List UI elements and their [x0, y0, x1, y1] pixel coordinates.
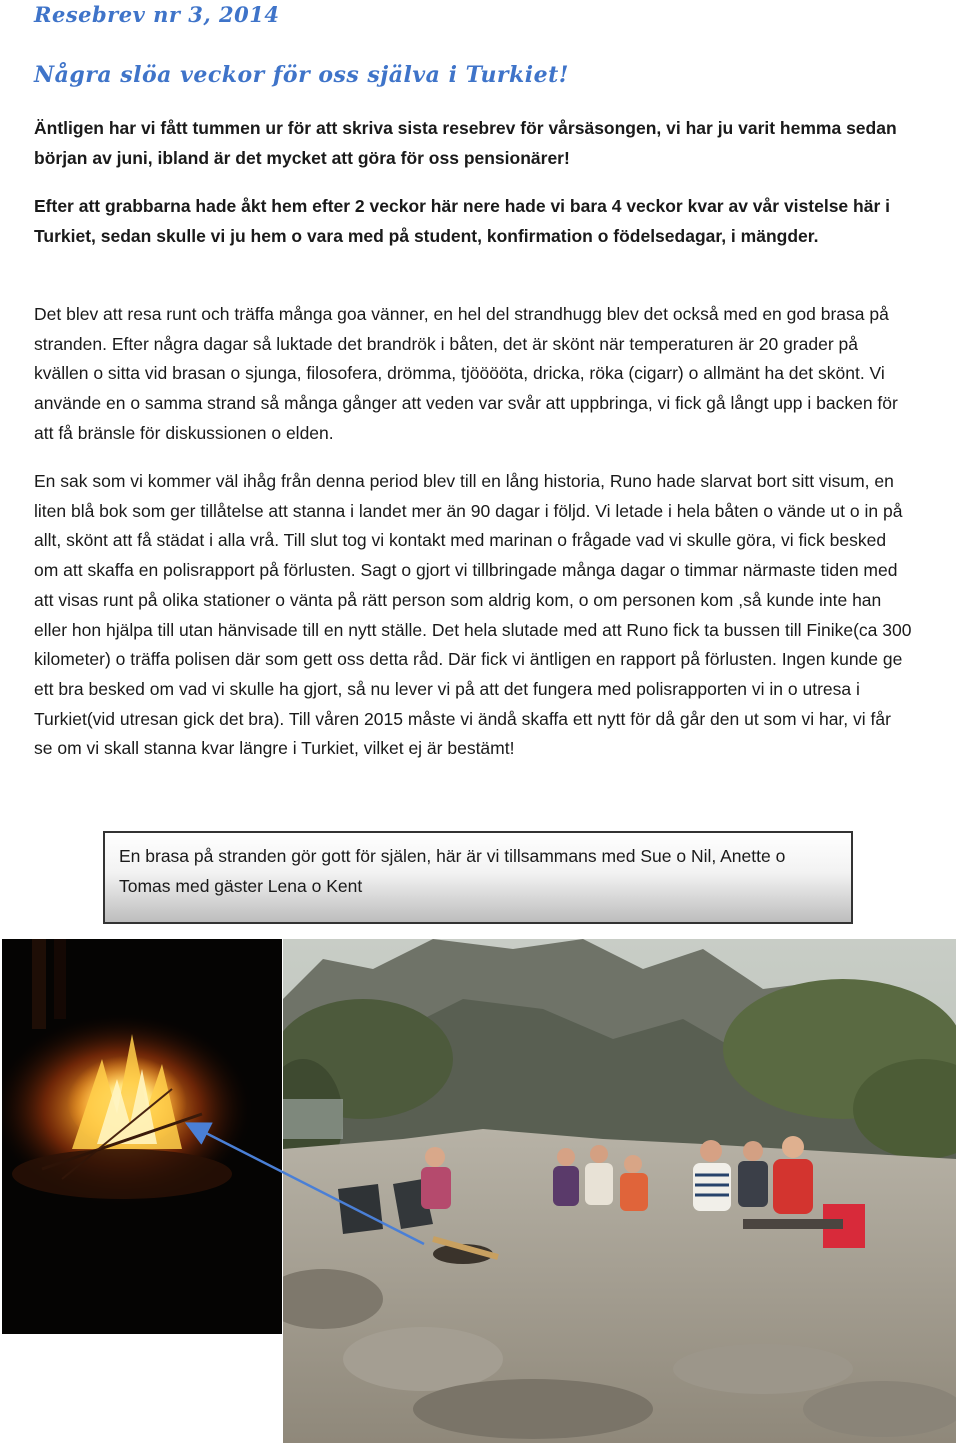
letter-title: Resebrev nr 3, 2014: [34, 2, 280, 27]
paragraph-visum: En sak som vi kommer väl ihåg från denna period blev till en lång historia, Runo hade slarvat bort sitt visum, en liten blå bok som ger tillåtelse att stanna i landet mer än 90 dagar i följd. Vi letade i hela båten o vände ut o in på allt, skönt att få städat i alla vrå. Till slut tog vi kontakt med marinan o frågade vad vi skulle göra, vi fick besked om att skaffa en polisrapport på förlusten. Sagt o gjort vi tillbringade många dagar o timmar närmaste tiden med att visas runt på olika stationer o vänta på rätt person som aldrig kom, o om personen kom ,så kunde inte han eller hon hjälpa till utan hänvisade till en nytt ställe. Det hela slutade med att Runo fick ta bussen till Finike(ca 300 kilometer) o träffa polisen där som gett oss detta råd. Där fick vi äntligen en rapport på förlusten. Ingen kunde ge ett bra besked om vad vi skulle ha gjort, så nu lever vi på att det fungera med polisrapporten vi in o utresa i Turkiet(vid utresan gick det bra). Till våren 2015 måste vi ändå skaffa ett nytt för då går den ut som vi har, vi får se om vi skall stanna kvar längre i Turkiet, vilket ej är bestämt!: [34, 471, 912, 759]
paragraph-strandhugg: Det blev att resa runt och träffa många goa vänner, en hel del strandhugg blev det också med en god brasa på stranden. Efter några dagar så luktade det brandrök i båten, det är skönt när temperaturen är 20 grader på kvällen o sitta vid brasan o sjunga, filosofera, drömma, tjööööta, dricka, röka (cigarr) o allmänt ha det skönt. Vi använde en o samma strand så många gånger att veden var svår att uppbringa, vi fick gå långt upp i backen för att få bränsle för diskussionen o elden.: [34, 304, 898, 443]
arrow-icon: [180, 1110, 440, 1260]
photo-caption: En brasa på stranden gör gott för själen, här är vi tillsammans med Sue o Nil, Anette o Tomas med gäster Lena o Kent: [103, 831, 853, 924]
paragraph-intro: Äntligen har vi fått tummen ur för att skriva sista resebrev för vårsäsongen, vi har ju varit hemma sedan början av juni, ibland är det mycket att göra för oss pensionärer!: [34, 118, 897, 168]
paragraph-vistelse: Efter att grabbarna hade åkt hem efter 2 veckor här nere hade vi bara 4 veckor kvar av vår vistelse här i Turkiet, sedan skulle vi ju hem o vara med på student, konfirmation o födelsedagar, i mängder.: [34, 196, 890, 246]
letter-subtitle: Några slöa veckor för oss själva i Turkiet!: [34, 62, 569, 88]
